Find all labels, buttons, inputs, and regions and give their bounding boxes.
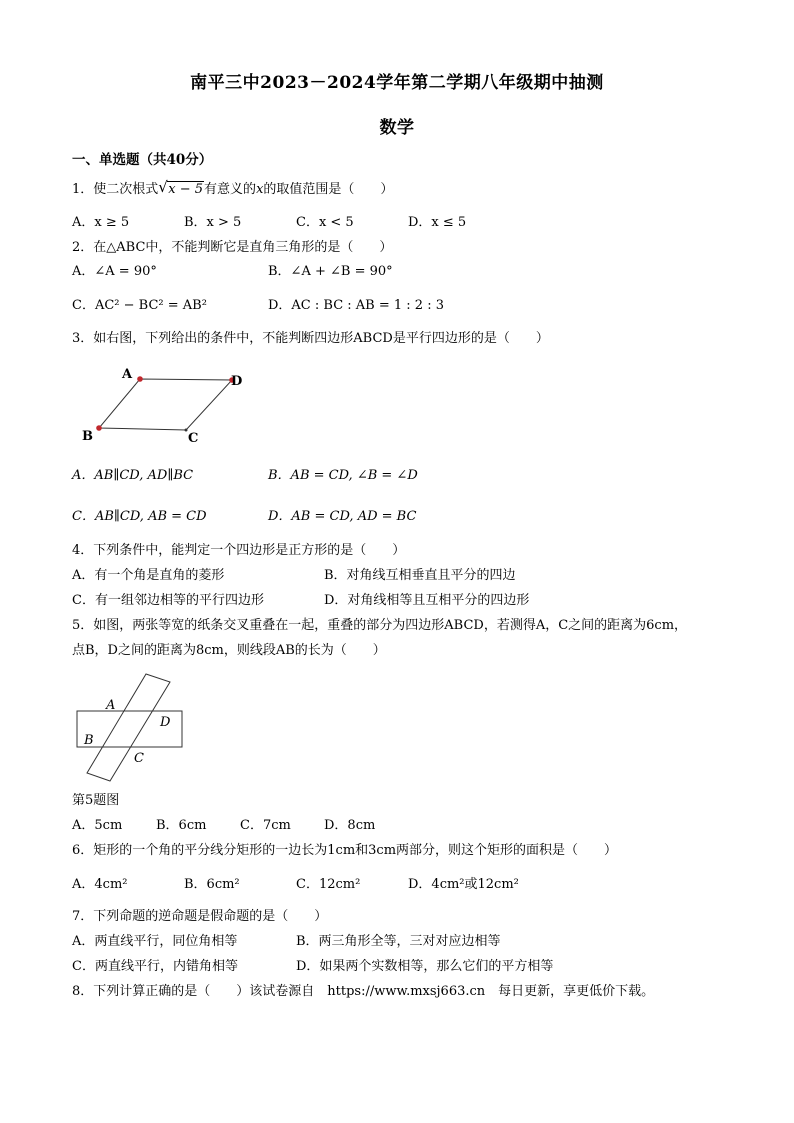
q2-option-b: B．∠A + ∠B = 90° xyxy=(268,264,393,279)
q2-option-a: A．∠A = 90° xyxy=(72,264,157,279)
q1-text-post: 的取值范围是（ ） xyxy=(263,182,394,197)
q1-radicand: x − 5 xyxy=(168,182,204,197)
question-5-line2: 点B，D之间的距离为8cm，则线段AB的长为（ ） xyxy=(72,643,386,658)
crossed-strips-figure xyxy=(74,672,186,784)
q4-option-d: D．对角线相等且互相平分的四边形 xyxy=(324,593,530,608)
q4-option-c: C．有一组邻边相等的平行四边形 xyxy=(72,593,264,608)
q1-option-c: C．x < 5 xyxy=(296,215,354,230)
label-c: C xyxy=(188,431,199,446)
question-7: 7．下列命题的逆命题是假命题的是（ ） xyxy=(72,909,328,924)
parallelogram-figure xyxy=(78,362,258,450)
sqrt-expression xyxy=(158,178,204,199)
exam-title: 南平三中2023－2024学年第二学期八年级期中抽测 xyxy=(190,73,604,93)
question-1 xyxy=(72,178,394,199)
q1-option-d: D．x ≤ 5 xyxy=(408,215,467,230)
q5-option-b: B．6cm xyxy=(156,818,207,833)
q5-option-d: D．8cm xyxy=(324,818,376,833)
q6-option-b: B．6cm² xyxy=(184,877,240,892)
q3-option-c: C．AB∥CD, AB = CD xyxy=(72,509,207,524)
q4-option-b: B．对角线互相垂直且平分的四边 xyxy=(324,568,516,583)
parallelogram-shape xyxy=(99,379,232,430)
subject-title: 数学 xyxy=(379,118,415,138)
q7-option-a: A．两直线平行，同位角相等 xyxy=(72,934,238,949)
slanted-strip xyxy=(87,674,170,781)
q2-option-c: C．AC² − BC² = AB² xyxy=(72,298,207,313)
question-2: 2．在△ABC中，不能判断它是直角三角形的是（ ） xyxy=(72,240,393,255)
q3-option-b: B．AB = CD, ∠B = ∠D xyxy=(268,468,418,483)
label-d: D xyxy=(160,715,171,730)
q2-option-d: D．AC : BC : AB = 1 : 2 : 3 xyxy=(268,298,444,313)
label-a: A xyxy=(106,698,116,713)
q4-option-a: A．有一个角是直角的菱形 xyxy=(72,568,225,583)
q6-option-a: A．4cm² xyxy=(72,877,128,892)
q5-option-a: A．5cm xyxy=(72,818,123,833)
radical-sign-icon: √ xyxy=(158,178,168,196)
q1-variable: x xyxy=(256,182,264,197)
question-8: 8．下列计算正确的是（ ）该试卷源自 https://www.mxsj663.cn 每日更新，享更低价下载。 xyxy=(72,984,655,999)
label-c: C xyxy=(134,751,144,766)
section-heading: 一、单选题（共40分） xyxy=(72,152,213,168)
question-5-line1: 5．如图，两张等宽的纸条交叉重叠在一起，重叠的部分为四边形ABCD，若测得A，C之间的距离为6cm， xyxy=(72,618,688,633)
q7-option-d: D．如果两个实数相等，那么它们的平方相等 xyxy=(296,959,554,974)
q3-option-a: A．AB∥CD, AD∥BC xyxy=(72,468,194,483)
point-a-dot xyxy=(137,376,143,382)
q3-option-d: D．AB = CD, AD = BC xyxy=(268,509,417,524)
q1-text-mid: 有意义的 xyxy=(204,182,257,197)
question-4: 4．下列条件中，能判定一个四边形是正方形的是（ ） xyxy=(72,543,406,558)
label-b: B xyxy=(82,429,93,444)
question-3: 3．如右图，下列给出的条件中，不能判断四边形ABCD是平行四边形的是（ ） xyxy=(72,331,549,346)
point-b-dot xyxy=(96,425,102,431)
q6-option-c: C．12cm² xyxy=(296,877,361,892)
q1-option-a: A．x ≥ 5 xyxy=(72,215,130,230)
label-a: A xyxy=(122,367,133,382)
q1-text-pre: 1．使二次根式 xyxy=(72,182,159,197)
q1-option-b: B．x > 5 xyxy=(184,215,242,230)
question-6: 6．矩形的一个角的平分线分矩形的一边长为1cm和3cm两部分，则这个矩形的面积是（ ） xyxy=(72,843,618,858)
figure-5-caption: 第5题图 xyxy=(72,793,120,808)
label-b: B xyxy=(84,733,94,748)
q7-option-c: C．两直线平行，内错角相等 xyxy=(72,959,238,974)
label-d: D xyxy=(231,374,243,389)
q7-option-b: B．两三角形全等，三对对应边相等 xyxy=(296,934,501,949)
q5-option-c: C．7cm xyxy=(240,818,291,833)
q6-option-d: D．4cm²或12cm² xyxy=(408,877,519,892)
